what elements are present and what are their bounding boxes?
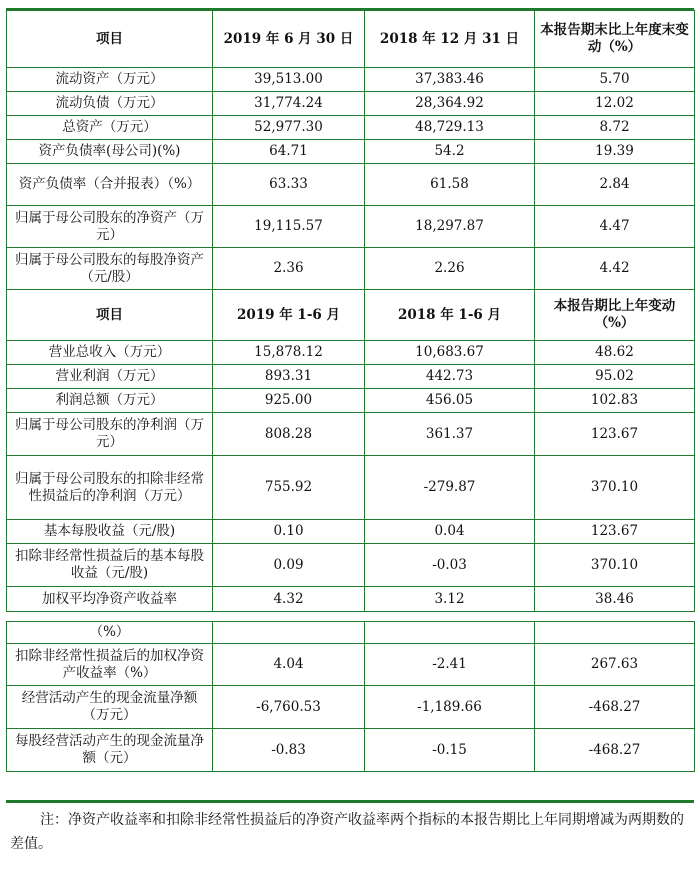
table-cell: 63.33 — [213, 164, 365, 206]
table-row — [7, 520, 695, 544]
table-cell: 0.09 — [213, 544, 365, 587]
table-cell — [365, 622, 535, 644]
table-cell: -468.27 — [535, 729, 695, 772]
table-row — [7, 686, 695, 729]
header-cell: 本报告期比上年变动（%） — [535, 290, 695, 341]
header-cell: 2019 年 1-6 月 — [213, 290, 365, 341]
row-label: 流动负债（万元） — [7, 92, 213, 116]
table-cell: 4.42 — [535, 248, 695, 290]
table-cell: 31,774.24 — [213, 92, 365, 116]
table-cell: 893.31 — [213, 365, 365, 389]
table-cell: 2.36 — [213, 248, 365, 290]
financial-indicators-table — [6, 10, 695, 772]
table-cell: 52,977.30 — [213, 116, 365, 140]
header-cell: 项目 — [7, 290, 213, 341]
table-cell: 808.28 — [213, 413, 365, 456]
table-cell: 925.00 — [213, 389, 365, 413]
table-cell: 37,383.46 — [365, 68, 535, 92]
header-cell: 2018 年 12 月 31 日 — [365, 11, 535, 68]
row-label: 流动资产（万元） — [7, 68, 213, 92]
row-label: 营业总收入（万元） — [7, 341, 213, 365]
table-cell: 4.32 — [213, 587, 365, 612]
table-row — [7, 140, 695, 164]
table-row — [7, 389, 695, 413]
table-cell: 123.67 — [535, 520, 695, 544]
table-cell: 19.39 — [535, 140, 695, 164]
table-cell: 64.71 — [213, 140, 365, 164]
table-cell: 48.62 — [535, 341, 695, 365]
row-label: 归属于母公司股东的净利润（万元） — [7, 413, 213, 456]
table-row — [7, 248, 695, 290]
table-row — [7, 92, 695, 116]
row-label: 资产负债率(母公司)(%) — [7, 140, 213, 164]
page-break-spacer — [7, 612, 695, 622]
row-label: 每股经营活动产生的现金流量净额（元） — [7, 729, 213, 772]
table-cell — [213, 622, 365, 644]
table-cell: 15,878.12 — [213, 341, 365, 365]
table-cell: 456.05 — [365, 389, 535, 413]
table-header-row — [7, 11, 695, 68]
table-cell: 18,297.87 — [365, 206, 535, 248]
table-cell: 38.46 — [535, 587, 695, 612]
table-cell: 5.70 — [535, 68, 695, 92]
table-cell: 95.02 — [535, 365, 695, 389]
table-cell: -279.87 — [365, 456, 535, 520]
table-cell: 123.67 — [535, 413, 695, 456]
table-cell: 12.02 — [535, 92, 695, 116]
table-cell: -2.41 — [365, 644, 535, 686]
table-cell: -0.03 — [365, 544, 535, 587]
row-label: 扣除非经常性损益后的加权净资产收益率（%） — [7, 644, 213, 686]
table-cell: 755.92 — [213, 456, 365, 520]
table-row — [7, 456, 695, 520]
table-cell: 28,364.92 — [365, 92, 535, 116]
table-row — [7, 206, 695, 248]
table-cell: -468.27 — [535, 686, 695, 729]
header-cell: 项目 — [7, 11, 213, 68]
table-cell: -0.15 — [365, 729, 535, 772]
table-bottom-rule — [6, 800, 694, 803]
table-row — [7, 544, 695, 587]
table-cell: 0.04 — [365, 520, 535, 544]
table-cell: 102.83 — [535, 389, 695, 413]
table-row — [7, 341, 695, 365]
row-label: （%） — [7, 622, 213, 644]
table-footnote: 注：净资产收益率和扣除非经常性损益后的净资产收益率两个指标的本报告期比上年同期增减为两期数的差值。 — [10, 812, 684, 852]
table-cell: -1,189.66 — [365, 686, 535, 729]
table-row — [7, 644, 695, 686]
table-cell: 0.10 — [213, 520, 365, 544]
table-row — [7, 622, 695, 644]
row-label: 加权平均净资产收益率 — [7, 587, 213, 612]
row-label: 资产负债率（合并报表）（%） — [7, 164, 213, 206]
table-cell: 39,513.00 — [213, 68, 365, 92]
table-row — [7, 68, 695, 92]
header-cell: 2018 年 1-6 月 — [365, 290, 535, 341]
header-cell: 2019 年 6 月 30 日 — [213, 11, 365, 68]
table-cell: 4.47 — [535, 206, 695, 248]
table-cell: 2.84 — [535, 164, 695, 206]
table-cell: 2.26 — [365, 248, 535, 290]
row-label: 总资产（万元） — [7, 116, 213, 140]
table-cell: 61.58 — [365, 164, 535, 206]
row-label: 扣除非经常性损益后的基本每股收益（元/股) — [7, 544, 213, 587]
table-cell: 442.73 — [365, 365, 535, 389]
row-label: 归属于母公司股东的每股净资产（元/股） — [7, 248, 213, 290]
table-cell: 3.12 — [365, 587, 535, 612]
table-cell: 370.10 — [535, 456, 695, 520]
table-row — [7, 587, 695, 612]
table-row — [7, 164, 695, 206]
header-cell: 本报告期末比上年度末变动（%） — [535, 11, 695, 68]
row-label: 营业利润（万元） — [7, 365, 213, 389]
row-label: 归属于母公司股东的扣除非经常性损益后的净利润（万元） — [7, 456, 213, 520]
table-header-row — [7, 290, 695, 341]
table-row — [7, 729, 695, 772]
table-cell — [535, 622, 695, 644]
table-cell: 4.04 — [213, 644, 365, 686]
row-label: 经营活动产生的现金流量净额（万元） — [7, 686, 213, 729]
table-row — [7, 365, 695, 389]
row-label: 基本每股收益（元/股) — [7, 520, 213, 544]
table-cell: -6,760.53 — [213, 686, 365, 729]
table-cell: 361.37 — [365, 413, 535, 456]
row-label: 归属于母公司股东的净资产（万元） — [7, 206, 213, 248]
row-label: 利润总额（万元） — [7, 389, 213, 413]
table-cell: 10,683.67 — [365, 341, 535, 365]
table-cell: 8.72 — [535, 116, 695, 140]
table-cell: 19,115.57 — [213, 206, 365, 248]
table-cell: 48,729.13 — [365, 116, 535, 140]
table-cell: 267.63 — [535, 644, 695, 686]
table-cell: 370.10 — [535, 544, 695, 587]
table-row — [7, 116, 695, 140]
table-cell: -0.83 — [213, 729, 365, 772]
table-row — [7, 413, 695, 456]
table-cell: 54.2 — [365, 140, 535, 164]
